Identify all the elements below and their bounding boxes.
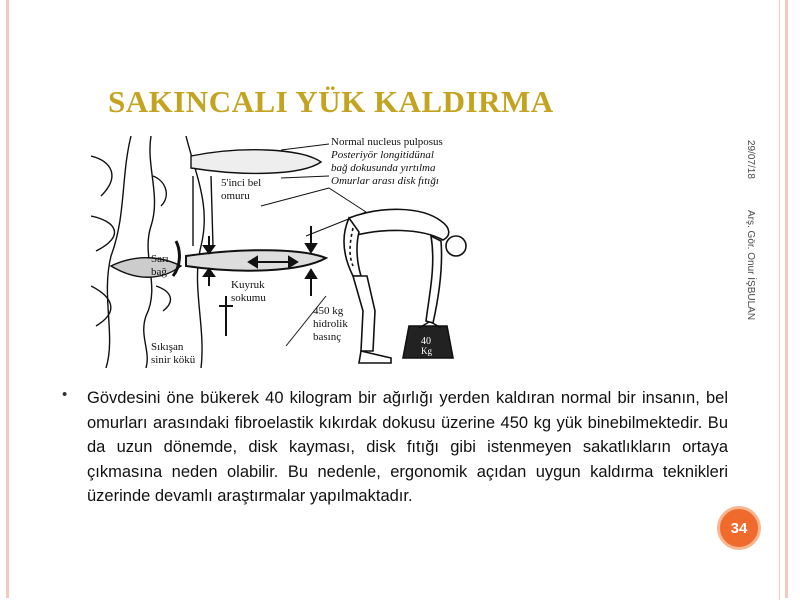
label-kuyruk-2: sokumu: [231, 292, 266, 304]
slide-title: SAKINCALI YÜK KALDIRMA: [108, 84, 554, 119]
side-date: 29/07/18: [745, 140, 756, 179]
slide-right-strip: [779, 0, 794, 600]
side-author: Arş. Gör. Onur İŞBULAN: [745, 210, 756, 321]
bullet-text: Gövdesini öne bükerek 40 kilogram bir ağırlığı yerden kaldıran normal bir insanın, bel omurları arasındaki fibroelastik kıkırdak dokusu üzerine 450 kg yük binebilmektedir. Bu da uzun dönemde, disk kayması, disk fıtığı gibi istenmeyen sakatlıkların ortaya çıkmasına neden olabilir. Bu nedenle, ergonomik açıdan uygun kaldırma teknikleri üzerinde devamlı araştırmalar yapılmaktadır.: [87, 389, 728, 505]
label-sari-1: Sarı: [151, 253, 169, 265]
label-kg-2: hidrolik: [313, 318, 348, 330]
label-posterior-1: Posteriyör longitidünal: [331, 149, 434, 161]
spine-illustration: [91, 136, 491, 368]
bullet-list: [62, 386, 728, 509]
label-bel-1: 5'inci bel: [221, 177, 262, 189]
side-info: [745, 140, 759, 370]
label-bel-2: omuru: [221, 190, 250, 202]
label-sinir-2: sinir kökü: [151, 354, 196, 366]
label-weight-2: Kg: [421, 346, 432, 356]
label-sinir-1: Sıkışan: [151, 341, 184, 353]
label-kuyruk-1: Kuyruk: [231, 279, 265, 291]
label-posterior-2: bağ dokusunda yırtılma: [331, 162, 436, 174]
bending-person-figure: [344, 209, 466, 363]
label-weight-1: 40: [421, 336, 431, 347]
label-kg-3: basınç: [313, 331, 342, 343]
label-kg-1: 450 kg: [313, 305, 344, 317]
label-disk: Omurlar arası disk fıtığı: [331, 175, 439, 187]
label-normal-nucleus: Normal nucleus pulposus: [331, 136, 443, 148]
bullet-dot-icon: •: [62, 386, 68, 403]
label-sari-2: bağ: [151, 266, 167, 278]
page-number-badge: 34: [717, 506, 761, 550]
